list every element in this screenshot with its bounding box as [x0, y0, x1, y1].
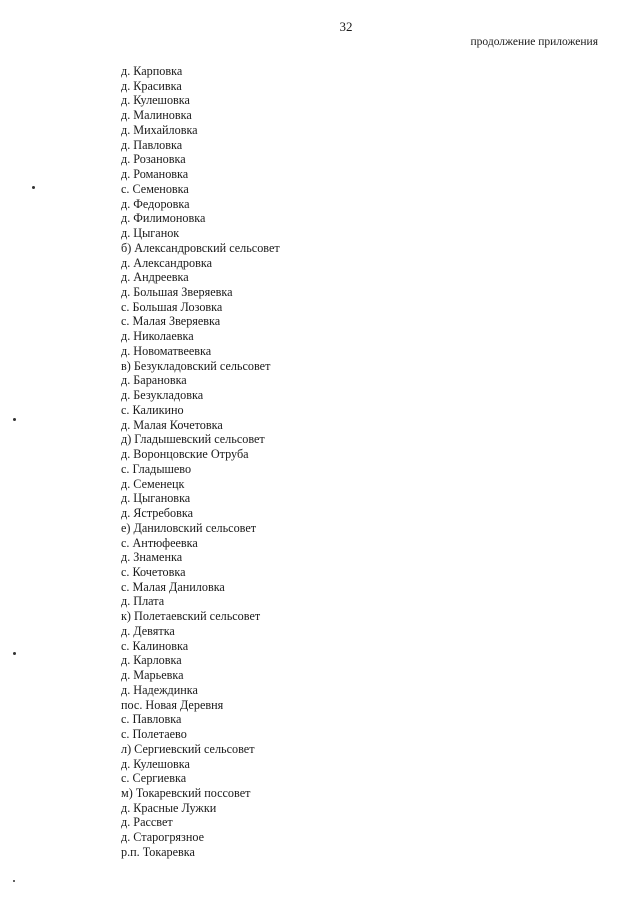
list-item: д. Розановка	[121, 152, 186, 167]
list-item: с. Антюфеевка	[121, 535, 198, 550]
list-item: с. Малая Даниловка	[121, 579, 225, 594]
list-item: д. Федоровка	[121, 196, 190, 211]
list-item: д. Безукладовка	[121, 388, 204, 403]
list-item: к) Полетаевский сельсовет	[121, 609, 261, 624]
list-item: д. Николаевка	[121, 329, 194, 344]
list-item: с. Калиновка	[121, 638, 189, 653]
continuation-note: продолжение приложения	[470, 36, 598, 48]
scan-mark	[13, 652, 16, 655]
list-item: д. Малиновка	[121, 108, 192, 123]
settlement-list	[121, 64, 280, 860]
list-item: д. Красивка	[121, 78, 182, 93]
list-item: д. Андреевка	[121, 270, 189, 285]
list-item: с. Кочетовка	[121, 564, 186, 579]
scan-mark	[13, 880, 15, 882]
list-item: д. Семенецк	[121, 476, 185, 491]
list-item: е) Даниловский сельсовет	[121, 520, 257, 535]
list-item: д. Красные Лужки	[121, 800, 217, 815]
list-item: б) Александровский сельсовет	[121, 240, 280, 255]
scan-mark	[13, 418, 16, 421]
list-item: д. Александровка	[121, 255, 212, 270]
list-item: д. Романовка	[121, 167, 189, 182]
list-item: д. Рассвет	[121, 815, 173, 830]
list-item: в) Безукладовский сельсовет	[121, 358, 271, 373]
list-item: д. Воронцовские Отруба	[121, 447, 249, 462]
list-item: д. Филимоновка	[121, 211, 206, 226]
list-item: с. Каликино	[121, 402, 184, 417]
list-item: д. Карповка	[121, 64, 183, 78]
list-item: д. Малая Кочетовка	[121, 417, 223, 432]
list-item: д. Новоматвеевка	[121, 343, 212, 358]
list-item: с. Сергиевка	[121, 771, 187, 786]
list-item: д. Цыгановка	[121, 491, 191, 506]
list-item: д. Кулешовка	[121, 93, 190, 108]
list-item: д. Кулешовка	[121, 756, 190, 771]
list-item: д. Карловка	[121, 653, 182, 668]
list-item: д. Знаменка	[121, 550, 183, 565]
list-item: л) Сергиевский сельсовет	[121, 741, 255, 756]
list-item: д. Ястребовка	[121, 506, 194, 521]
list-item: с. Семеновка	[121, 181, 189, 196]
list-item: с. Малая Зверяевка	[121, 314, 221, 329]
list-item: д. Цыганок	[121, 226, 180, 241]
list-item: д. Михайловка	[121, 122, 198, 137]
list-item: пос. Новая Деревня	[121, 697, 224, 712]
list-item: д. Барановка	[121, 373, 187, 388]
page-number: 32	[339, 19, 353, 34]
list-item: с. Гладышево	[121, 461, 192, 476]
list-item: с. Большая Лозовка	[121, 299, 223, 314]
list-item: д) Гладышевский сельсовет	[121, 432, 265, 447]
list-item: д. Надеждинка	[121, 682, 198, 697]
list-item: д. Марьевка	[121, 668, 184, 683]
list-item: с. Полетаево	[121, 727, 187, 742]
list-item: д. Девятка	[121, 623, 175, 638]
list-item: с. Павловка	[121, 712, 182, 727]
list-item: д. Плата	[121, 594, 165, 609]
list-item: д. Павловка	[121, 137, 183, 152]
list-item: д. Старогрязное	[121, 830, 205, 845]
list-item: р.п. Токаревка	[121, 844, 195, 859]
scan-mark	[32, 186, 35, 189]
list-item: м) Токаревский поссовет	[121, 785, 251, 800]
list-item: д. Большая Зверяевка	[121, 285, 233, 300]
